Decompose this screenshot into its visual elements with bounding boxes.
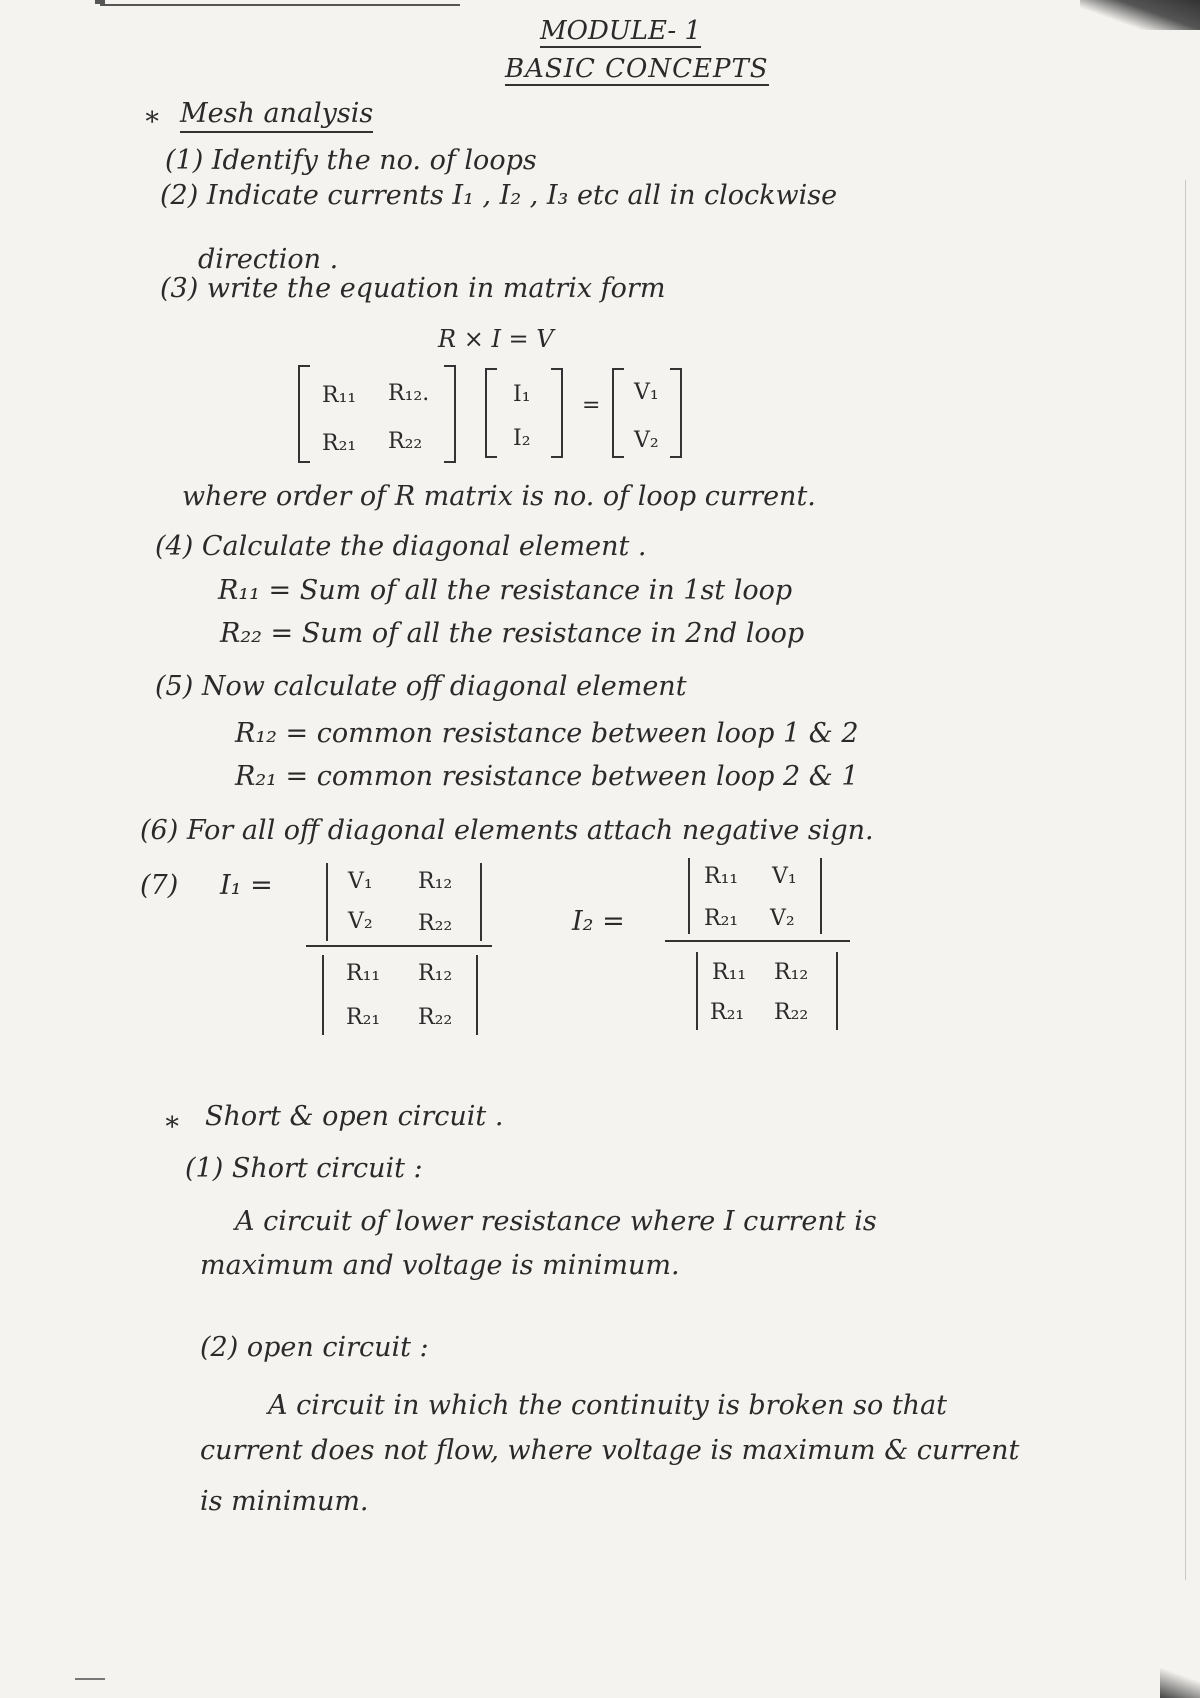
bullet-star: ∗ [143,101,162,132]
open-circuit-body-3: is minimum. [200,1486,369,1517]
open-circuit-body-2: current does not flow, where voltage is maximum & current [200,1435,1020,1466]
short-circuit-body-2: maximum and voltage is minimum. [200,1250,680,1281]
i1-label: I₁ = [220,870,273,901]
page-edge-line [1185,180,1186,1580]
matrix-r22: R₂₂ [388,429,423,454]
i2-label: I₂ = [572,906,625,937]
matrix-equation: R × I = V [438,325,554,353]
matrix-r12: R₁₂. [388,381,430,406]
det1-den-b: R₁₂ [418,961,453,986]
page-corner-shadow [1080,0,1200,30]
det1-den-d: R₂₂ [418,1005,453,1030]
det1-num-b: R₁₂ [418,869,453,894]
r-matrix [298,365,456,463]
matrix-r11: R₁₁ [322,383,357,408]
short-circuit-body-1: A circuit of lower resistance where I current is [235,1206,877,1237]
circuit-heading: Short & open circuit . [205,1101,504,1132]
matrix-equals: = [582,393,601,418]
short-circuit-title: (1) Short circuit : [185,1153,423,1184]
det2-num-d: V₂ [770,906,795,931]
i2-numerator-determinant [688,858,822,934]
mesh-step-5: (5) Now calculate off diagonal element [155,671,687,702]
det2-den-a: R₁₁ [712,960,747,985]
det2-num-b: V₁ [772,864,797,889]
det2-num-a: R₁₁ [704,864,739,889]
bullet-star-2: ∗ [163,1106,182,1137]
i1-numerator-determinant [326,863,482,941]
page-corner-shadow-bottom [1160,1668,1200,1698]
matrix-i1: I₁ [513,382,531,407]
r22-definition: R₂₂ = Sum of all the resistance in 2nd loop [220,618,805,649]
mesh-step-4: (4) Calculate the diagonal element . [155,531,647,562]
r21-definition: R₂₁ = common resistance between loop 2 & 1 [235,761,859,792]
det1-den-c: R₂₁ [346,1005,381,1030]
i2-fraction-bar [665,940,850,942]
matrix-v2: V₂ [634,428,659,453]
top-rule [100,4,460,6]
i2-denominator-determinant [696,952,838,1030]
det2-den-b: R₁₂ [774,960,809,985]
det1-den-a: R₁₁ [346,961,381,986]
matrix-r21: R₂₁ [322,431,357,456]
i1-fraction-bar [306,945,492,947]
det2-den-d: R₂₂ [774,1000,809,1025]
det2-den-c: R₂₁ [710,1000,745,1025]
open-circuit-title: (2) open circuit : [200,1332,429,1363]
det1-num-d: R₂₂ [418,911,453,936]
module-label: MODULE- 1 [540,16,702,46]
mesh-heading: Mesh analysis [180,100,373,127]
det2-num-c: R₂₁ [704,906,739,931]
v-matrix [612,368,682,458]
where-text: where order of R matrix is no. of loop current. [182,481,816,512]
matrix-i2: I₂ [513,426,531,451]
mesh-step-3: (3) write the equation in matrix form [160,273,666,304]
i1-denominator-determinant [322,955,478,1035]
open-circuit-body-1: A circuit in which the continuity is broken so that [268,1390,948,1421]
det1-num-a: V₁ [348,869,373,894]
top-mark [95,0,105,4]
matrix-v1: V₁ [634,380,659,405]
det1-num-c: V₂ [348,909,373,934]
r11-definition: R₁₁ = Sum of all the resistance in 1st loop [218,575,793,606]
i-matrix [485,368,563,458]
mesh-step-2: (2) Indicate currents I₁ , I₂ , I₃ etc all in clockwise [160,180,838,211]
mesh-step-2-cont: direction . [198,244,339,275]
mesh-step-1: (1) Identify the no. of loops [165,145,537,176]
bottom-mark [75,1678,105,1680]
page-title: BASIC CONCEPTS [505,54,769,84]
r12-definition: R₁₂ = common resistance between loop 1 & 2 [235,718,859,749]
mesh-step-7-label: (7) [140,870,179,901]
mesh-step-6: (6) For all off diagonal elements attach negative sign. [140,815,874,846]
